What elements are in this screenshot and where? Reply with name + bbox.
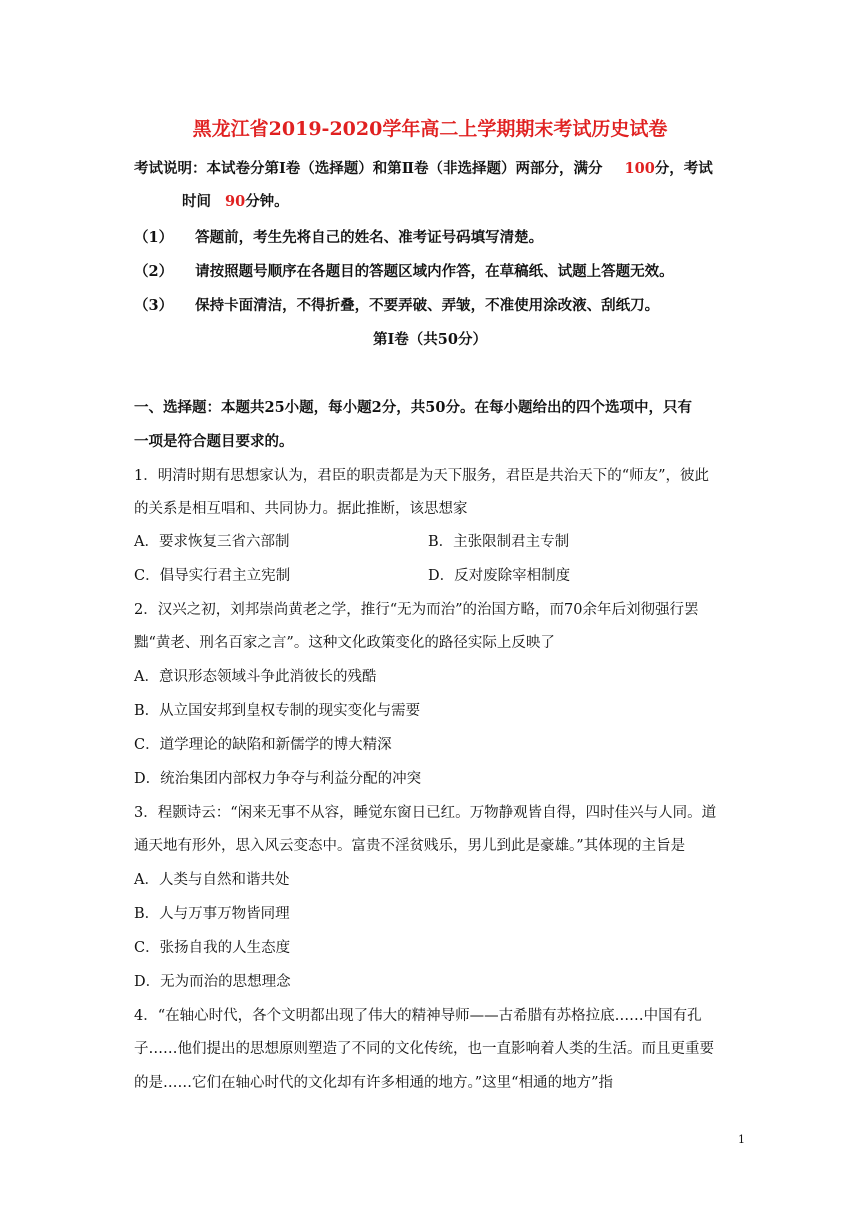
question-2-option-d: D．统治集团内部权力争夺与利益分配的冲突 — [134, 771, 422, 787]
exam-time-label: 时间 — [182, 193, 211, 210]
exam-notes-suffix: 分，考试 — [654, 160, 713, 177]
section-heading: 第Ⅰ卷（共50分） — [373, 331, 487, 348]
exam-time-unit: 分钟。 — [245, 193, 289, 210]
question-2-option-a: A．意识形态领域斗争此消彼长的残酷 — [134, 669, 377, 685]
page-number: 1 — [738, 1133, 745, 1146]
exam-notes-line2 — [182, 190, 289, 211]
question-3-option-c: C．张扬自我的人生态度 — [134, 940, 291, 956]
question-4-stem-line2: 子……他们提出的思想原则塑造了不同的文化传统，也一直影响着人类的生活。而且更重要 — [134, 1041, 714, 1057]
question-1-option-a: A．要求恢复三省六部制 — [134, 534, 290, 550]
note-number: （2） — [134, 263, 174, 280]
part-intro-line1: 一、选择题：本题共25小题，每小题2分，共50分。在每小题给出的四个选项中，只有 — [134, 399, 692, 416]
question-2-stem-line1: 2．汉兴之初，刘邦崇尚黄老之学，推行“无为而治”的治国方略，而70余年后刘彻强行罢 — [134, 602, 699, 618]
exam-notes-line1 — [134, 157, 713, 178]
question-2-option-b: B．从立国安邦到皇权专制的现实变化与需要 — [134, 703, 421, 719]
note-number: （1） — [134, 229, 174, 246]
note-text: 请按照题号顺序在各题目的答题区域内作答，在草稿纸、试题上答题无效。 — [195, 263, 674, 280]
full-score: 100 — [624, 160, 655, 177]
question-2-option-c: C．道学理论的缺陷和新儒学的博大精深 — [134, 737, 392, 753]
part-intro-line2: 一项是符合题目要求的。 — [134, 433, 294, 450]
question-1-stem-line2: 的关系是相互唱和、共同协力。据此推断，该思想家 — [134, 501, 468, 517]
exam-note-item — [134, 226, 543, 247]
question-3-stem-line2: 通天地有形外，思入风云变态中。富贵不淫贫贱乐，男儿到此是豪雄。”其体现的主旨是 — [134, 838, 686, 854]
question-4-stem-line1: 4．“在轴心时代，各个文明都出现了伟大的精神导师——古希腊有苏格拉底……中国有孔 — [134, 1008, 702, 1024]
question-1-option-c: C．倡导实行君主立宪制 — [134, 568, 291, 584]
exam-duration: 90 — [225, 193, 246, 210]
note-number: （3） — [134, 297, 174, 314]
question-4-stem-line3: 的是……它们在轴心时代的文化却有许多相通的地方。”这里“相通的地方”指 — [134, 1075, 613, 1091]
question-1-stem-line1: 1．明清时期有思想家认为，君臣的职责都是为天下服务，君臣是共治天下的“师友”，彼此 — [134, 468, 710, 484]
question-1-option-b: B．主张限制君主专制 — [428, 534, 570, 550]
note-text: 保持卡面清洁，不得折叠，不要弄破、弄皱，不准使用涂改液、刮纸刀。 — [195, 297, 660, 314]
document-title: 黑龙江省2019-2020学年高二上学期期末考试历史试卷 — [192, 118, 668, 140]
question-1-option-d: D．反对废除宰相制度 — [428, 568, 571, 584]
question-3-stem-line1: 3．程颢诗云：“闲来无事不从容，睡觉东窗日已红。万物静观皆自得，四时佳兴与人同。道 — [134, 805, 717, 821]
note-text: 答题前，考生先将自己的姓名、准考证号码填写清楚。 — [195, 229, 544, 246]
question-3-option-b: B．人与万事万物皆同理 — [134, 906, 290, 922]
exam-notes-prefix: 考试说明：本试卷分第Ⅰ卷（选择题）和第Ⅱ卷（非选择题）两部分，满分 — [134, 160, 603, 177]
question-3-option-a: A．人类与自然和谐共处 — [134, 872, 290, 888]
question-3-option-d: D．无为而治的思想理念 — [134, 974, 291, 990]
exam-note-item — [134, 260, 674, 281]
exam-note-item — [134, 294, 659, 315]
question-2-stem-line2: 黜“黄老、刑名百家之言”。这种文化政策变化的路径实际上反映了 — [134, 635, 555, 651]
